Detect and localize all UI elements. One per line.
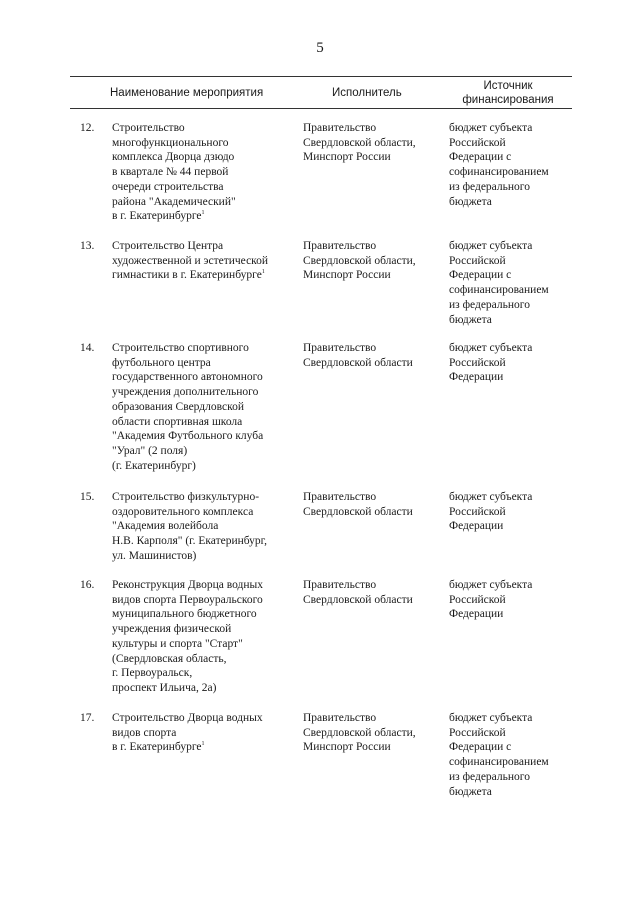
executor-line: Минспорт России bbox=[303, 151, 391, 164]
header-source-line2: финансирования bbox=[462, 94, 554, 106]
event-name-line: видов спорта Первоуральского bbox=[112, 593, 263, 606]
funding-source-line: Федерации bbox=[449, 608, 504, 621]
event-name bbox=[112, 578, 297, 696]
executor-line: Правительство bbox=[303, 491, 377, 503]
funding-source bbox=[449, 239, 569, 327]
header-executor: Исполнитель bbox=[332, 87, 402, 99]
event-name-line: художественной и эстетической bbox=[112, 254, 269, 267]
event-name-line: комплекса Дворца дзюдо bbox=[112, 151, 235, 164]
row-number: 17. bbox=[80, 712, 95, 724]
event-name-line: учреждения физической bbox=[112, 623, 232, 636]
executor-line: Правительство bbox=[303, 342, 377, 354]
funding-source-line: софинансированием bbox=[449, 284, 549, 297]
funding-source-line: бюджет субъекта bbox=[449, 240, 533, 252]
event-name bbox=[112, 239, 297, 283]
funding-source bbox=[449, 341, 569, 385]
executor-line: Правительство bbox=[303, 122, 377, 134]
event-name-line: области спортивная школа bbox=[112, 415, 243, 428]
funding-source-line: бюджет субъекта bbox=[449, 491, 533, 503]
funding-source-line: бюджет субъекта bbox=[449, 712, 533, 724]
funding-source-line: софинансированием bbox=[449, 756, 549, 769]
event-name-line: Н.В. Карполя" (г. Екатеринбург, bbox=[112, 535, 267, 548]
event-name bbox=[112, 490, 297, 564]
event-name-line: в квартале № 44 первой bbox=[112, 166, 229, 179]
event-name-line: образования Свердловской bbox=[112, 400, 244, 413]
event-name-line: "Академия Футбольного клуба bbox=[112, 430, 264, 443]
executor-line: Свердловской области bbox=[303, 505, 413, 518]
footnote-marker: 1 bbox=[261, 269, 265, 276]
event-name-line: "Академия волейбола bbox=[112, 520, 219, 533]
funding-source-line: Российской bbox=[449, 254, 506, 267]
funding-source-line: Федерации bbox=[449, 371, 504, 384]
funding-source-line: Российской bbox=[449, 726, 506, 739]
funding-source-line: бюджет субъекта bbox=[449, 579, 533, 591]
executor-line: Правительство bbox=[303, 240, 377, 252]
page-number: 5 bbox=[316, 40, 324, 56]
table-header bbox=[70, 76, 572, 109]
event-name-line: района "Академический" bbox=[112, 195, 236, 208]
funding-source-line: бюджет субъекта bbox=[449, 342, 533, 354]
executor-line: Минспорт России bbox=[303, 741, 391, 754]
event-name-line: государственного автономного bbox=[112, 371, 263, 384]
funding-source-line: Федерации с bbox=[449, 269, 512, 282]
event-name-line: муниципального бюджетного bbox=[112, 608, 257, 621]
footnote-marker: 1 bbox=[201, 741, 205, 748]
event-name-line: культуры и спорта "Старт" bbox=[112, 637, 243, 650]
executor-line: Свердловской области, bbox=[303, 136, 416, 149]
executor-line: Минспорт России bbox=[303, 269, 391, 282]
row-number: 12. bbox=[80, 122, 95, 134]
event-name-line: Строительство физкультурно- bbox=[112, 491, 260, 503]
executor-line: Свердловской области, bbox=[303, 726, 416, 739]
executor-line: Свердловской области bbox=[303, 593, 413, 606]
event-name-line: Строительство спортивного bbox=[112, 342, 249, 354]
executor bbox=[303, 341, 443, 370]
funding-source-line: из федерального bbox=[449, 180, 530, 193]
funding-source bbox=[449, 578, 569, 622]
event-name-line: многофункционального bbox=[112, 136, 229, 149]
executor bbox=[303, 711, 443, 755]
header-source bbox=[448, 79, 568, 107]
event-name-line: учреждения дополнительного bbox=[112, 386, 259, 399]
event-name bbox=[112, 711, 297, 755]
event-name-line: "Урал" (2 поля) bbox=[112, 444, 188, 457]
event-name-line: Реконструкция Дворца водных bbox=[112, 579, 264, 591]
header-name: Наименование мероприятия bbox=[110, 87, 264, 99]
funding-source-line: бюджета bbox=[449, 313, 492, 326]
funding-source bbox=[449, 121, 569, 209]
event-name-line: очереди строительства bbox=[112, 180, 224, 193]
header-source-line1: Источник bbox=[483, 80, 533, 92]
event-name bbox=[112, 341, 297, 473]
event-name-line: Строительство bbox=[112, 122, 185, 134]
event-name-line: г. Первоуральск, bbox=[112, 667, 193, 680]
row-number: 14. bbox=[80, 342, 95, 354]
executor bbox=[303, 490, 443, 519]
executor-line: Правительство bbox=[303, 712, 377, 724]
event-name-line: видов спорта bbox=[112, 726, 177, 739]
funding-source-line: Федерации bbox=[449, 520, 504, 533]
funding-source-line: бюджета bbox=[449, 785, 492, 798]
event-name-line: Строительство Дворца водных bbox=[112, 712, 263, 724]
event-name-line: (Свердловская область, bbox=[112, 652, 227, 665]
funding-source-line: софинансированием bbox=[449, 166, 549, 179]
executor-line: Свердловской области, bbox=[303, 254, 416, 267]
funding-source bbox=[449, 711, 569, 799]
executor bbox=[303, 121, 443, 165]
funding-source-line: из федерального bbox=[449, 770, 530, 783]
event-name bbox=[112, 121, 297, 224]
row-number: 15. bbox=[80, 491, 95, 503]
event-name-line: в г. Екатеринбурге$^1$ bbox=[112, 741, 205, 754]
funding-source-line: Российской bbox=[449, 505, 506, 518]
event-name-line: (г. Екатеринбург) bbox=[112, 459, 196, 472]
event-name-line: гимнастики в г. Екатеринбурге$^1$ bbox=[112, 269, 265, 282]
event-name-line: проспект Ильича, 2а) bbox=[112, 681, 217, 694]
funding-source-line: Российской bbox=[449, 593, 506, 606]
funding-source-line: Российской bbox=[449, 356, 506, 369]
event-name-line: в г. Екатеринбурге$^1$ bbox=[112, 210, 205, 223]
funding-source-line: Российской bbox=[449, 136, 506, 149]
funding-source-line: бюджета bbox=[449, 195, 492, 208]
event-name-line: Строительство Центра bbox=[112, 240, 224, 252]
row-number: 16. bbox=[80, 579, 95, 591]
footnote-marker: 1 bbox=[201, 210, 205, 217]
executor bbox=[303, 578, 443, 607]
executor-line: Свердловской области bbox=[303, 356, 413, 369]
event-name-line: ул. Машинистов) bbox=[112, 549, 197, 562]
event-name-line: футбольного центра bbox=[112, 356, 211, 369]
executor bbox=[303, 239, 443, 283]
funding-source-line: Федерации с bbox=[449, 151, 512, 164]
event-name-line: оздоровительного комплекса bbox=[112, 505, 254, 518]
funding-source-line: бюджет субъекта bbox=[449, 122, 533, 134]
funding-source-line: Федерации с bbox=[449, 741, 512, 754]
executor-line: Правительство bbox=[303, 579, 377, 591]
funding-source bbox=[449, 490, 569, 534]
row-number: 13. bbox=[80, 240, 95, 252]
funding-source-line: из федерального bbox=[449, 298, 530, 311]
